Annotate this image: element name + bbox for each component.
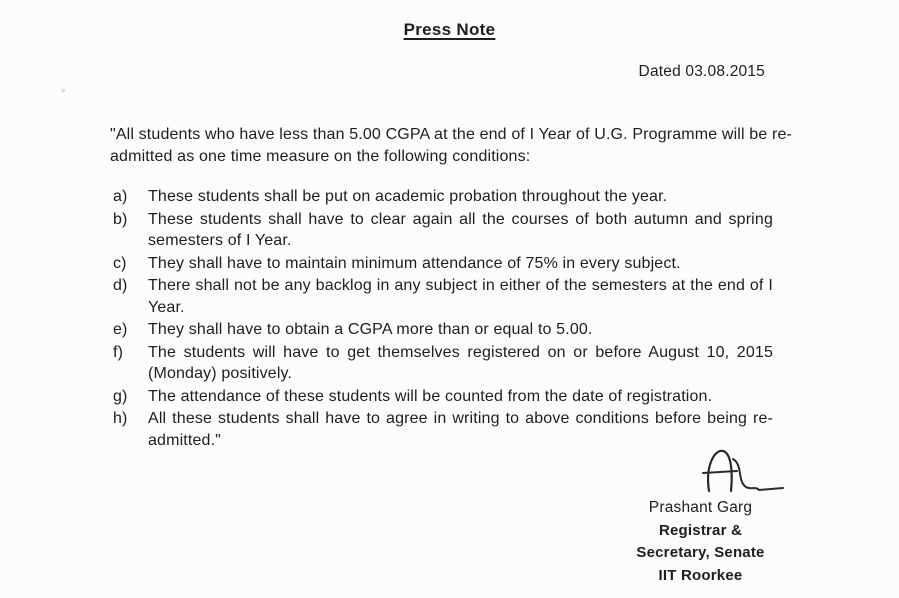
condition-item (113, 186, 773, 208)
condition-label: a) (113, 188, 128, 205)
condition-item (113, 342, 773, 385)
condition-text: All these students shall have to agree in writing to above conditions before being re-admitted." (148, 410, 773, 449)
page-title-text: Press Note (403, 20, 496, 39)
condition-label: b) (113, 210, 128, 228)
condition-label: h) (113, 410, 128, 427)
scan-speck: ° (60, 87, 68, 100)
signatory-name: Prashant Garg (648, 499, 753, 516)
conditions-list (113, 186, 773, 452)
condition-text: The attendance of these students will be counted from the date of registration. (148, 387, 713, 405)
signatory-designation-1: Registrar & (658, 521, 743, 539)
condition-item (113, 253, 773, 275)
condition-label: g) (113, 387, 128, 405)
signatory-institute: IIT Roorkee (658, 566, 743, 584)
condition-label: f) (113, 343, 124, 361)
condition-text: There shall not be any backlog in any subject in either of the semesters at the end of I Year. (148, 277, 773, 316)
condition-text: These students shall have to clear again all the courses of both autumn and spring semesters of I Year. (148, 210, 773, 249)
handwritten-signature-mark (693, 445, 789, 497)
condition-text: The students will have to get themselves registered on or before August 10, 2015 (Monday) positively. (148, 343, 773, 382)
intro-paragraph: "All students who have less than 5.00 CGPA at the end of I Year of U.G. Programme will be re-admitted as one time measure on the following conditions: (110, 126, 792, 165)
condition-item (113, 408, 773, 451)
condition-text: These students shall be put on academic probation throughout the year. (148, 188, 668, 205)
condition-text: They shall have to maintain minimum attendance of 75% in every subject. (148, 254, 681, 272)
signatory-designation-2: Secretary, Senate (636, 544, 765, 561)
condition-text: They shall have to obtain a CGPA more than or equal to 5.00. (148, 321, 593, 338)
condition-label: d) (113, 277, 128, 294)
condition-item (113, 319, 773, 341)
condition-item (113, 209, 773, 252)
condition-item (113, 275, 773, 318)
page-title (0, 20, 899, 40)
dated-line: Dated 03.08.2015 (638, 63, 765, 80)
condition-label: c) (113, 254, 127, 272)
condition-item (113, 386, 773, 408)
signature-block (613, 497, 788, 587)
condition-label: e) (113, 321, 128, 338)
